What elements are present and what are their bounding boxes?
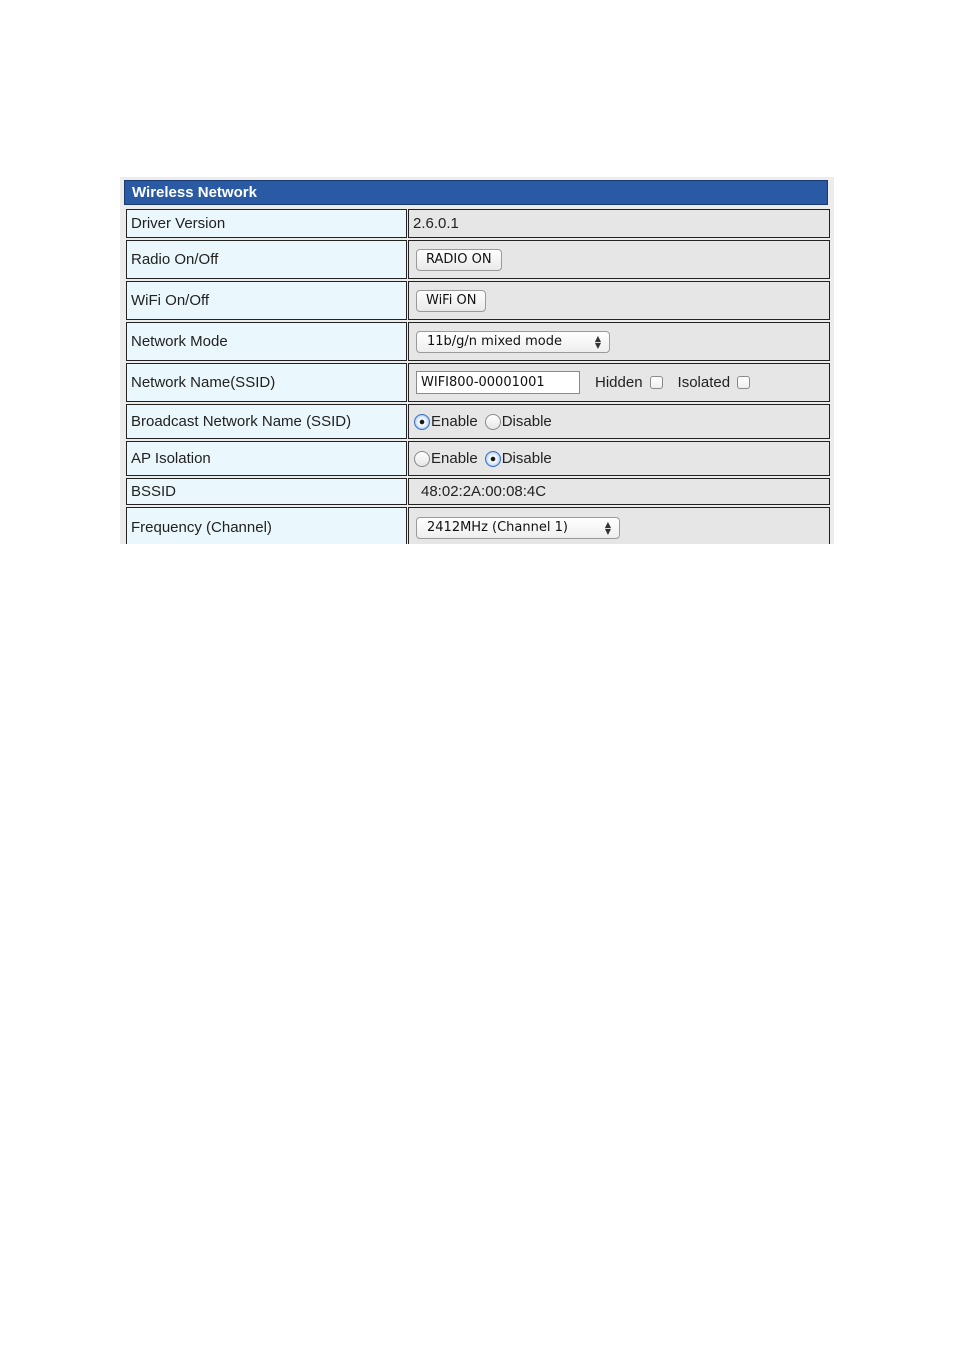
ssid-input[interactable]: [416, 371, 580, 394]
driver-version-text: 2.6.0.1: [413, 215, 459, 232]
updown-arrows-icon: ▲ ▼: [604, 519, 611, 536]
broadcast-ssid-value: [408, 404, 830, 439]
network-mode-select[interactable]: [416, 331, 610, 353]
network-mode-value: [408, 322, 830, 361]
bssid-label: BSSID: [126, 478, 407, 505]
wifi-onoff-value: [408, 281, 830, 320]
broadcast-ssid-label: Broadcast Network Name (SSID): [126, 404, 407, 439]
wifi-onoff-label: WiFi On/Off: [126, 281, 407, 320]
network-mode-selected: 11b/g/n mixed mode: [427, 334, 562, 349]
bssid-value: [408, 478, 830, 505]
ap-isolation-label: AP Isolation: [126, 441, 407, 476]
hidden-label: Hidden: [595, 374, 643, 391]
frequency-value: [408, 507, 830, 544]
network-mode-label: Network Mode: [126, 322, 407, 361]
broadcast-enable-radio[interactable]: [414, 414, 430, 430]
ap-isolation-enable-radio[interactable]: [414, 451, 430, 467]
bssid-text: 48:02:2A:00:08:4C: [421, 483, 547, 500]
wifi-on-button[interactable]: WiFi ON: [416, 290, 486, 312]
frequency-label: Frequency (Channel): [126, 507, 407, 544]
radio-on-button[interactable]: RADIO ON: [416, 249, 502, 271]
broadcast-disable-radio[interactable]: [485, 414, 501, 430]
frequency-selected: 2412MHz (Channel 1): [427, 520, 568, 535]
ap-isolation-enable-label: Enable: [431, 450, 478, 467]
ap-isolation-disable-radio[interactable]: [485, 451, 501, 467]
panel-title: Wireless Network: [124, 180, 828, 205]
hidden-checkbox[interactable]: [650, 376, 663, 389]
broadcast-disable-label: Disable: [501, 413, 552, 430]
driver-version-value: [408, 209, 830, 238]
broadcast-enable-label: Enable: [431, 413, 478, 430]
radio-onoff-value: [408, 240, 830, 279]
ssid-label: Network Name(SSID): [126, 363, 407, 402]
ap-isolation-disable-label: Disable: [501, 450, 552, 467]
wireless-network-panel: [120, 177, 834, 544]
isolated-label: Isolated: [677, 374, 731, 391]
radio-onoff-label: Radio On/Off: [126, 240, 407, 279]
isolated-checkbox[interactable]: [737, 376, 750, 389]
ssid-value: [408, 363, 830, 402]
updown-arrows-icon: ▲ ▼: [594, 333, 601, 350]
driver-version-label: Driver Version: [126, 209, 407, 238]
ap-isolation-value: [408, 441, 830, 476]
frequency-select[interactable]: [416, 517, 620, 539]
